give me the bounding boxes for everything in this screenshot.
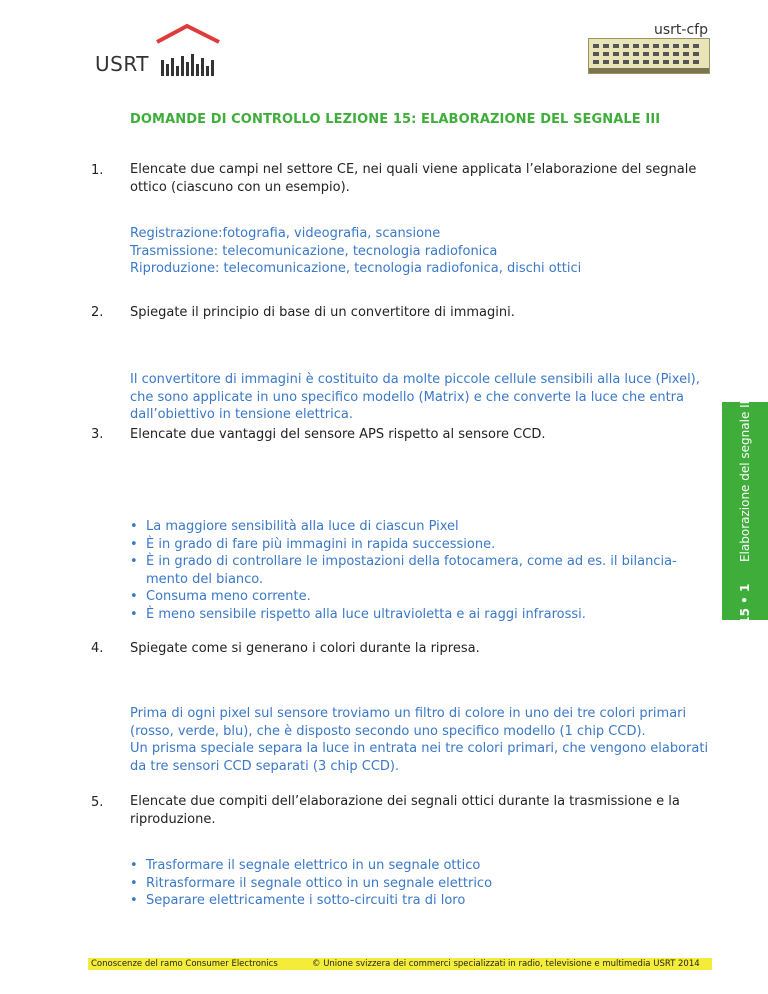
footer-bar bbox=[88, 958, 712, 970]
footer-copyright: © Unione svizzera dei commerci specializzati in radio, televisione e multimedia USRT 2014 bbox=[312, 959, 700, 969]
question-text: Spiegate il principio di base di un convertitore di immagini. bbox=[130, 305, 515, 320]
answer-line: da tre sensori CCD separati (3 chip CCD). bbox=[130, 758, 400, 774]
question-text: Elencate due vantaggi del sensore APS rispetto al sensore CCD. bbox=[130, 427, 546, 442]
question-text: Spiegate come si generano i colori durante la ripresa. bbox=[130, 641, 480, 656]
bullet-item: • È meno sensibile rispetto alla luce ultravioletta e ai raggi infrarossi. bbox=[130, 606, 690, 624]
answer-line: Un prisma speciale separa la luce in entrata nei tre colori primari, che vengono elaborati bbox=[130, 741, 709, 756]
bullet-item: • Ritrasformare il segnale ottico in un segnale elettrico bbox=[130, 875, 710, 893]
answer-block bbox=[130, 225, 710, 278]
usrt-logo-text: USRT bbox=[95, 52, 149, 76]
footer-left-text: Conoscenze del ramo Consumer Electronics bbox=[91, 959, 278, 969]
answer-text: Il convertitore di immagini è costituito da molte piccole cellule sensibili alla luce (Pixel), che sono applicate in uno specifico modello (Matrix) e che converte la luce che entra dall’obiettivo in tensione elettrica. bbox=[130, 372, 700, 422]
question-text: Elencate due compiti dell’elaborazione dei segnali ottici durante la trasmissione e la riproduzione. bbox=[130, 794, 680, 827]
bullet-item: • Consuma meno corrente. bbox=[130, 588, 690, 606]
question-number: 1. bbox=[91, 163, 104, 178]
bullet-item: • È in grado di controllare le impostazioni della fotocamera, come ad es. il bilancia-mento del bianco. bbox=[130, 553, 690, 588]
answer-line: (rosso, verde, blu), che è disposto secondo uno specifico modello (1 chip CCD). bbox=[130, 723, 646, 739]
cfp-building-image bbox=[588, 38, 710, 74]
answer-line: Riproduzione: telecomunicazione, tecnologia radiofonica, dischi ottici bbox=[130, 261, 582, 276]
question-text: Elencate due campi nel settore CE, nei quali viene applicata l’elaborazione del segnale ottico (ciascuno con un esempio). bbox=[130, 162, 697, 195]
chapter-sidebar bbox=[722, 397, 768, 625]
answer-block bbox=[130, 705, 710, 775]
bullet-item: • Trasformare il segnale elettrico in un segnale ottico bbox=[130, 857, 710, 875]
bullet-item: • Separare elettricamente i sotto-circuiti tra di loro bbox=[130, 892, 710, 910]
sidebar-label bbox=[738, 397, 752, 625]
answer-line: Prima di ogni pixel sul sensore troviamo un filtro di colore in uno dei tre colori primari bbox=[130, 706, 687, 721]
bullet-item: • La maggiore sensibilità alla luce di ciascun Pixel bbox=[130, 518, 690, 536]
answer-bullet-list bbox=[130, 857, 710, 910]
question-number: 5. bbox=[91, 795, 104, 810]
answer-bullet-list bbox=[130, 518, 690, 623]
question-number: 2. bbox=[91, 305, 104, 320]
bullet-item: • È in grado di fare più immagini in rapida successione. bbox=[130, 536, 690, 554]
question-number: 4. bbox=[91, 641, 104, 656]
answer-line: Registrazione:fotografia, videografia, scansione bbox=[130, 226, 441, 241]
answer-line: Trasmissione: telecomunicazione, tecnologia radiofonica bbox=[130, 243, 498, 259]
page-number: 15 • 1 bbox=[738, 583, 752, 625]
question-number: 3. bbox=[91, 427, 104, 442]
cfp-logo-text: usrt-cfp bbox=[654, 22, 708, 38]
section-title: Elaborazione del segnale III bbox=[738, 397, 752, 563]
page-title: DOMANDE DI CONTROLLO LEZIONE 15: ELABORAZIONE DEL SEGNALE III bbox=[130, 112, 661, 127]
